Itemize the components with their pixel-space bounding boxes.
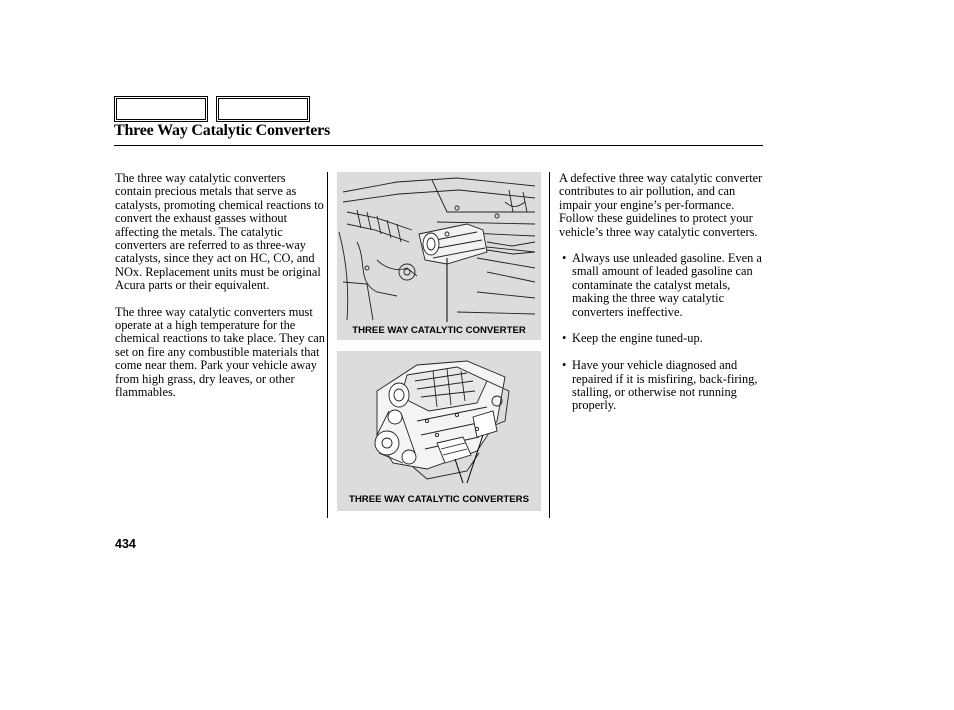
guideline-list xyxy=(559,252,765,413)
paragraph-2: The three way catalytic converters must operate at a high temperature for the chemical reactions to take place. They can set on fire any combustible materials that come near them. Park your vehicle away from high grass, dry leaves, or other flammables. xyxy=(115,304,325,400)
left-column xyxy=(115,172,325,413)
right-column xyxy=(559,172,765,426)
page-number: 434 xyxy=(115,537,136,551)
list-item: • Have your vehicle diagnosed and repaired if it is misfiring, back-firing, stalling, or otherwise not running properly. xyxy=(559,359,765,413)
title-rule xyxy=(114,145,763,146)
engine-illustration xyxy=(337,351,541,491)
figure-engine xyxy=(337,351,541,511)
list-item: • Keep the engine tuned-up. xyxy=(559,332,765,345)
list-item: • Always use unleaded gasoline. Even a small amount of leaded gasoline can contaminate the catalyst metals, making the three way catalytic converters ineffective. xyxy=(559,252,765,319)
figure-caption-1: THREE WAY CATALYTIC CONVERTER xyxy=(352,325,526,336)
nav-tab-box-2[interactable] xyxy=(216,96,310,122)
column-divider-left xyxy=(327,172,328,518)
figure-caption-2: THREE WAY CATALYTIC CONVERTERS xyxy=(349,494,529,505)
right-intro-paragraph: A defective three way catalytic converter contributes to air pollution, and can impair your engine’s per-formance. Follow these guidelines to protect your vehicle’s three way catalytic converters. xyxy=(559,171,763,239)
figure-catalytic-converter xyxy=(337,172,541,340)
nav-tab-box-1[interactable] xyxy=(114,96,208,122)
paragraph-1: The three way catalytic converters contain precious metals that serve as catalysts, promoting chemical reactions to convert the exhaust gasses without affecting the metals. The catalytic converters are referred to as three-way catalysts, since they act on HC, CO, and NOx. Replacement units must be original Acura parts or their equivalent. xyxy=(115,171,324,293)
catalytic-converter-underbody-illustration xyxy=(337,172,541,322)
page-title: Three Way Catalytic Converters xyxy=(114,122,331,139)
column-divider-right xyxy=(549,172,550,518)
